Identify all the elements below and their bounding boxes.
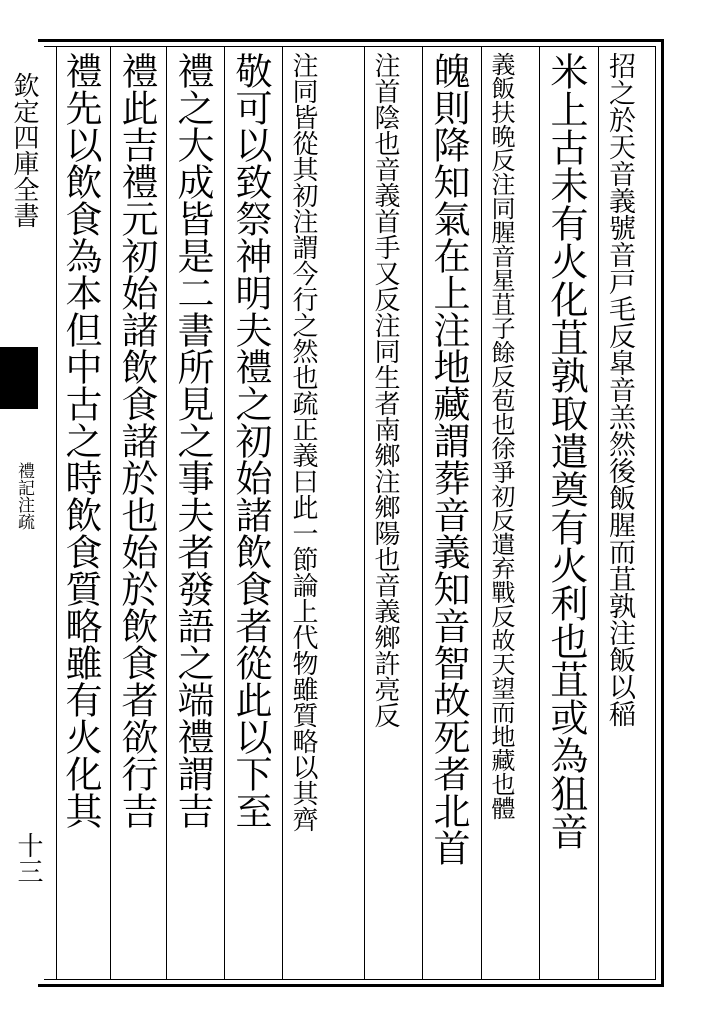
text-column-3: 義飯扶晩反注同腥音星苴子餘反苞也徐爭初反遣弃戰反故天望而地藏也體 xyxy=(487,52,515,820)
column-divider xyxy=(422,46,423,980)
text-column-7: 敬可以致祭神明夫禮之初始諸飲食者從此以下至 xyxy=(229,52,272,829)
fishtail-mark xyxy=(0,347,38,409)
column-divider xyxy=(481,46,482,980)
text-column-10: 禮先以飲食為本但中古之時飲食質略雖有火化其 xyxy=(59,52,102,829)
column-divider xyxy=(282,46,283,980)
collection-title: 欽定四庫全書 xyxy=(9,72,39,228)
text-column-6: 注同皆從其初注謂今行之然也疏正義曰此一節論上代物雖質略以其齊 xyxy=(288,52,318,832)
page-number: 十三 xyxy=(13,832,43,884)
column-divider xyxy=(539,46,540,980)
text-column-1: 招之於天音義號音戸毛反皐音羔然後飯腥而苴孰注飯以稲 xyxy=(604,52,635,727)
page-margin xyxy=(0,52,43,982)
text-column-4: 魄則降知氣在上注地藏謂葬音義知音智故死者北首 xyxy=(427,52,470,866)
text-column-5: 注首陰也音義首手又反注同生者南鄉注鄉陽也音義鄉許亮反 xyxy=(370,52,400,728)
book-title: 禮記注疏 xyxy=(14,462,34,530)
column-divider xyxy=(110,46,111,980)
column-divider xyxy=(56,46,57,980)
text-column-8: 禮之大成皆是二書所見之事夫者發語之端禮謂吉 xyxy=(171,52,214,829)
column-divider xyxy=(166,46,167,980)
text-column-2: 米上古未有火化苴孰取遣奠有火利也苴或為狙音 xyxy=(544,52,588,850)
column-divider xyxy=(598,46,599,980)
column-divider xyxy=(364,46,365,980)
text-column-9: 禮此吉禮元初始諸飲食諸於也始於飲食者欲行吉 xyxy=(115,52,158,829)
column-divider xyxy=(224,46,225,980)
